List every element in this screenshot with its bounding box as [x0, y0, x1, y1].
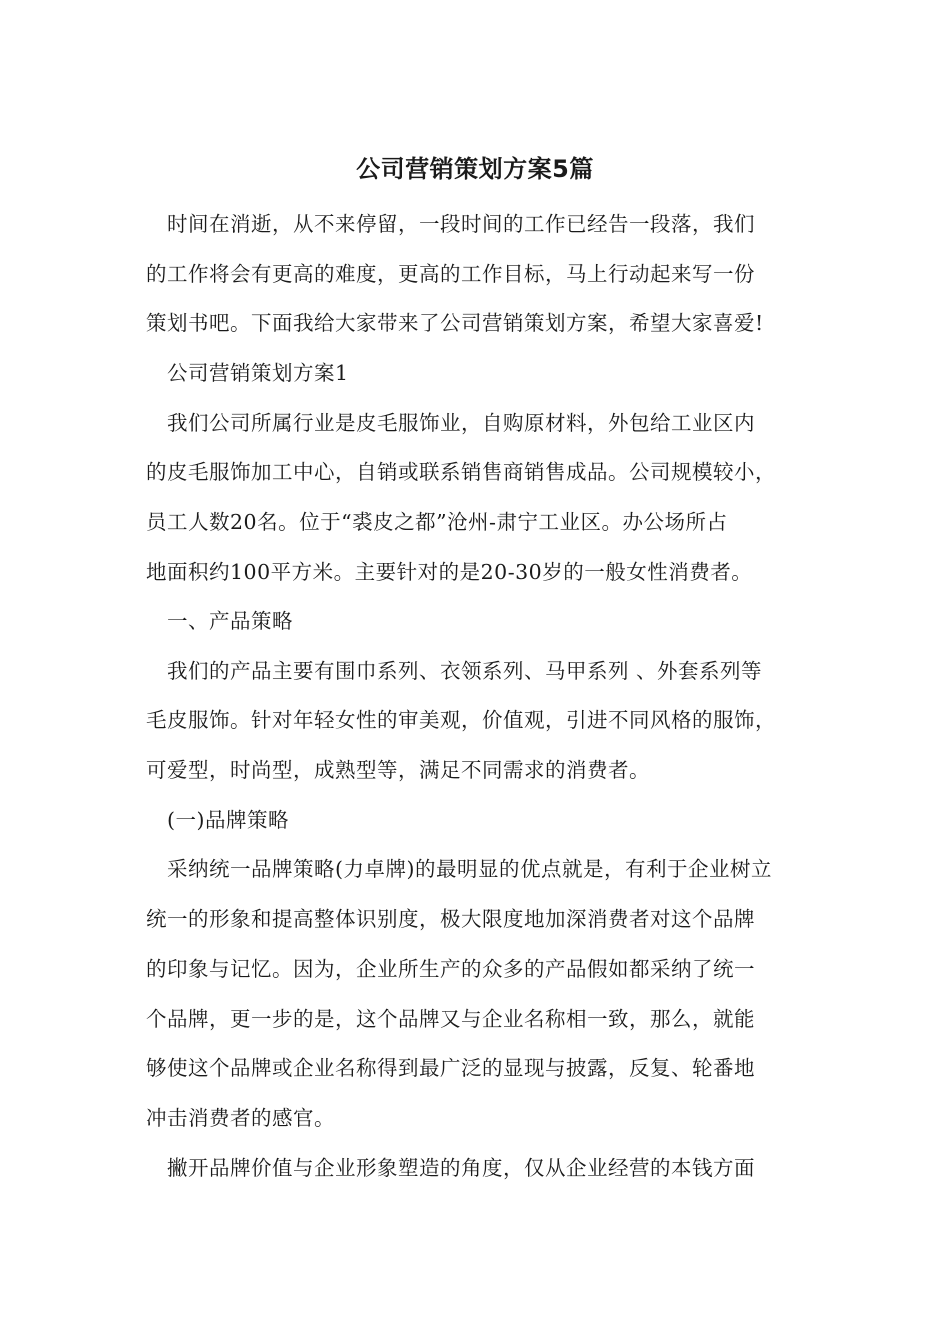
paragraph-company-line: 的皮毛服饰加工中心，自销或联系销售商销售成品。公司规模较小， [146, 460, 776, 484]
paragraph-brand-line: 个品牌，更一步的是，这个品牌又与企业名称相一致，那么，就能 [146, 1007, 755, 1031]
subsection-heading: 一、产品策略 [167, 609, 293, 633]
paragraph-cost-line: 撇开品牌价值与企业形象塑造的角度，仅从企业经营的本钱方面 [167, 1156, 755, 1180]
paragraph-product-line: 可爱型，时尚型，成熟型等，满足不同需求的消费者。 [146, 758, 650, 782]
subsection-heading: (一)品牌策略 [167, 808, 289, 832]
paragraph-brand-line: 统一的形象和提高整体识别度，极大限度地加深消费者对这个品牌 [146, 907, 755, 931]
paragraph-brand-line: 的印象与记忆。因为，企业所生产的众多的产品假如都采纳了统一 [146, 957, 755, 981]
paragraph-company-line: 地面积约100平方米。主要针对的是20-30岁的一般女性消费者。 [146, 560, 753, 584]
paragraph-intro-line: 策划书吧。下面我给大家带来了公司营销策划方案，希望大家喜爱! [146, 311, 764, 335]
paragraph-brand-line: 够使这个品牌或企业名称得到最广泛的显现与披露，反复、轮番地 [146, 1056, 755, 1080]
document-title: 公司营销策划方案5篇 [356, 155, 594, 183]
paragraph-company-line: 我们公司所属行业是皮毛服饰业，自购原材料，外包给工业区内 [167, 411, 755, 435]
paragraph-product-line: 毛皮服饰。针对年轻女性的审美观，价值观，引进不同风格的服饰， [146, 708, 776, 732]
paragraph-brand-line: 冲击消费者的感官。 [146, 1106, 335, 1130]
paragraph-intro-line: 的工作将会有更高的难度，更高的工作目标，马上行动起来写一份 [146, 262, 755, 286]
paragraph-product-line: 我们的产品主要有围巾系列、衣领系列、马甲系列 、外套系列等 [167, 659, 763, 683]
paragraph-brand-line: 采纳统一品牌策略(力卓牌)的最明显的优点就是，有利于企业树立 [167, 857, 772, 881]
section-heading: 公司营销策划方案1 [167, 361, 349, 385]
paragraph-intro-line: 时间在消逝，从不来停留，一段时间的工作已经告一段落，我们 [167, 212, 755, 236]
paragraph-company-line: 员工人数20名。位于“裘皮之都”沧州-肃宁工业区。办公场所占 [146, 510, 728, 534]
